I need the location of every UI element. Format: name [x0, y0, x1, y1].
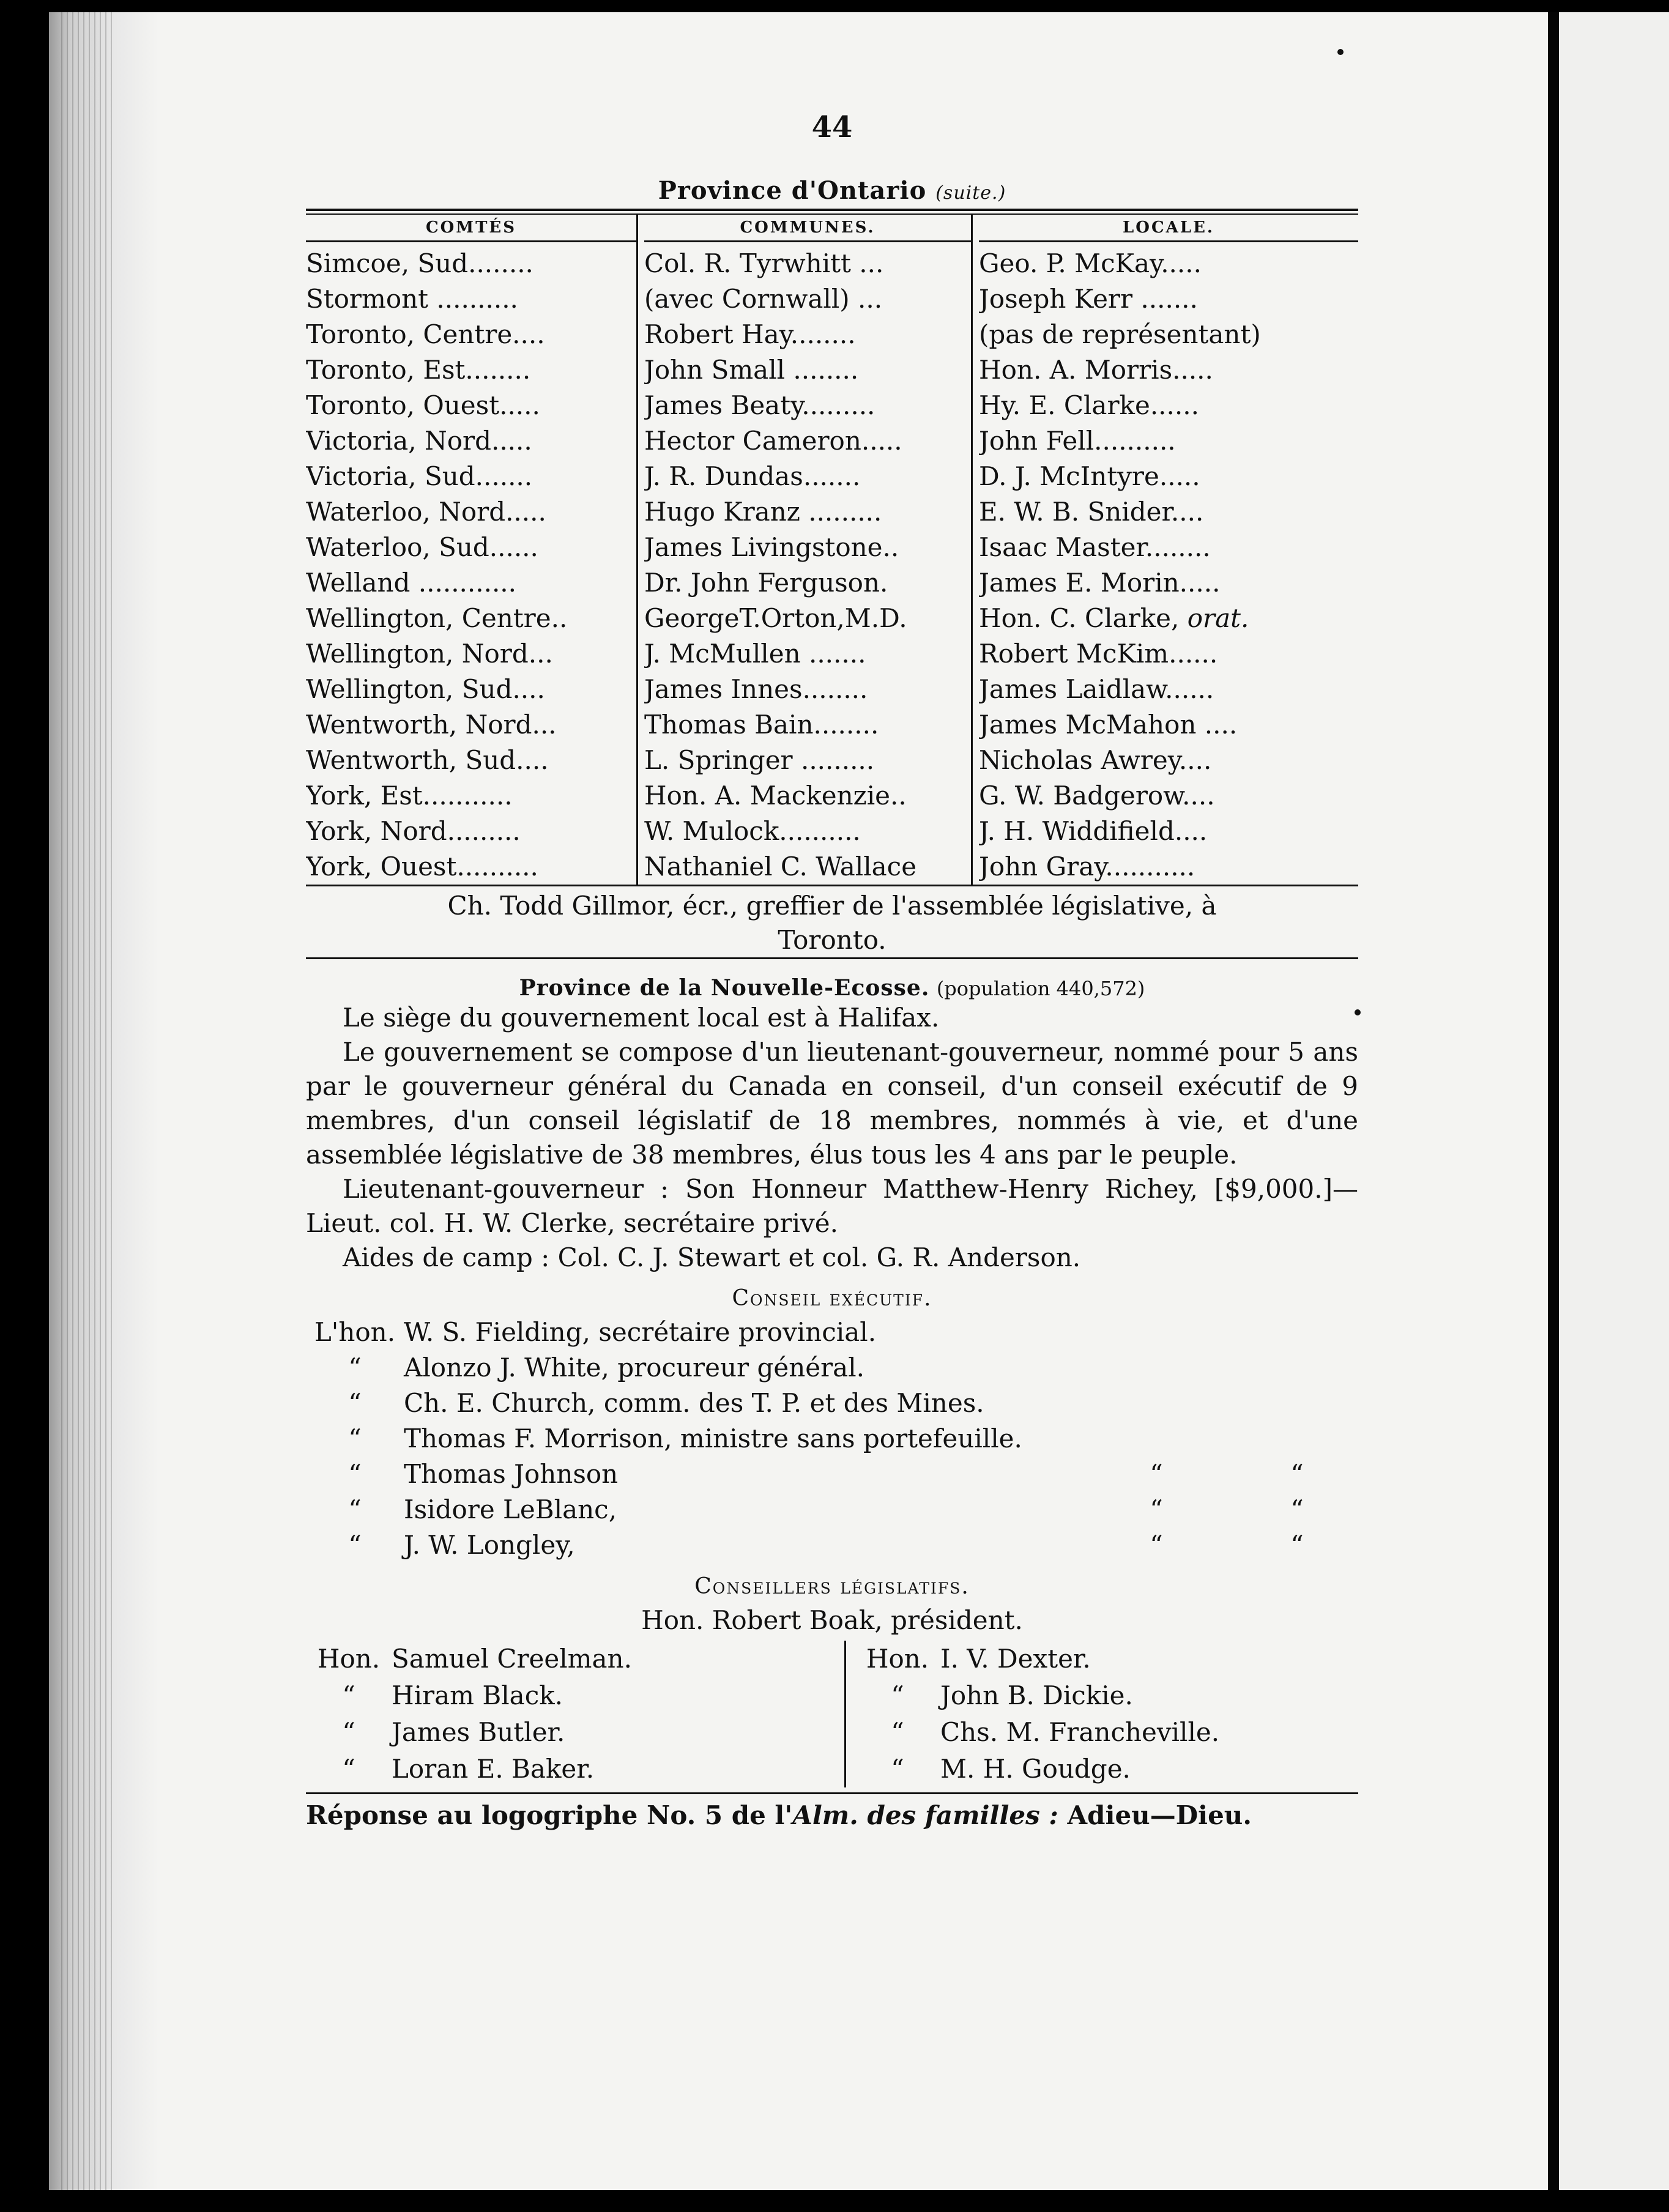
commune-cell: W. Mulock..........: [644, 816, 861, 846]
clerk-note: [306, 889, 1358, 957]
page-number: 44: [811, 110, 853, 144]
commune-cell: Col. R. Tyrwhitt ...: [644, 248, 884, 278]
locale-cell: [979, 246, 1358, 281]
comte-cell: Waterloo, Nord.....: [306, 497, 546, 527]
locale-name: Hon. C. Clarke,: [979, 603, 1180, 633]
comte-cell: Wellington, Nord...: [306, 639, 553, 669]
locale-cell: [979, 317, 1358, 352]
communes-column: [636, 215, 973, 885]
title-rule: [306, 209, 1358, 215]
comte-cell: York, Ouest..........: [306, 852, 538, 881]
locale-name: James McMahon ....: [979, 710, 1238, 740]
comte-cell: Simcoe, Sud........: [306, 248, 533, 278]
commune-cell: (avec Cornwall) ...: [644, 284, 883, 314]
member-prefix: “: [891, 1680, 904, 1710]
communes-header: COMMUNES.: [644, 215, 971, 242]
member-prefix: “: [342, 1717, 355, 1747]
ditto-mark: [1077, 1315, 1236, 1350]
legislative-member: [855, 1751, 1358, 1787]
locale-cell: [979, 281, 1358, 317]
locale-cell: [979, 672, 1358, 707]
locale-cell: [979, 814, 1358, 849]
locale-cell: [979, 743, 1358, 778]
table-bottom-rule: [306, 885, 1358, 886]
locale-name: John Gray...........: [979, 852, 1195, 881]
ditto-mark: [1236, 1315, 1358, 1350]
commune-cell: Dr. John Ferguson.: [644, 568, 888, 598]
legislative-left-column: [306, 1641, 844, 1787]
locale-name: John Fell..........: [979, 426, 1176, 456]
executive-name: Thomas Johnson: [404, 1459, 619, 1489]
comte-cell: Toronto, Ouest.....: [306, 390, 540, 420]
locale-cell: [979, 530, 1358, 565]
locale-cell: [979, 707, 1358, 743]
commune-cell: James Livingstone..: [644, 532, 899, 562]
commune-cell: James Innes........: [644, 674, 868, 704]
comte-cell: Waterloo, Sud......: [306, 532, 538, 562]
comte-cell: York, Est...........: [306, 781, 513, 811]
member-prefix: “: [891, 1754, 904, 1784]
aides-paragraph: Aides de camp : Col. C. J. Stewart et col. G. R. Anderson.: [343, 1242, 1081, 1272]
executive-member: [306, 1492, 1358, 1527]
riddle-answer-b: Adieu—Dieu.: [1058, 1800, 1252, 1830]
locale-name: James E. Morin.....: [979, 568, 1221, 598]
commune-cell: Hugo Kranz .........: [644, 497, 882, 527]
commune-cell: Robert Hay........: [644, 319, 856, 349]
locale-note: orat.: [1187, 603, 1249, 633]
commune-cell: GeorgeT.Orton,M.D.: [644, 603, 907, 633]
lt-governor-paragraph: Lieutenant-gouverneur : Son Honneur Matthew-Henry Richey, [$9,000.]—Lieut. col. H. W. Clerke, secrétaire privé.: [306, 1174, 1358, 1238]
executive-name: J. W. Longley,: [404, 1530, 575, 1560]
executive-name: Ch. E. Church, comm. des T. P. et des Mines.: [404, 1388, 984, 1418]
executive-prefix: “: [348, 1388, 362, 1418]
locale-name: Hy. E. Clarke......: [979, 390, 1199, 420]
member-name: Loran E. Baker.: [392, 1754, 595, 1784]
legislative-member: [855, 1677, 1358, 1714]
locale-name: Joseph Kerr .......: [979, 284, 1198, 314]
legislative-member: [306, 1641, 844, 1677]
ditto-mark: [1236, 1421, 1358, 1457]
riddle-answer-source: Alm. des familles :: [792, 1800, 1058, 1830]
ditto-mark: “: [1290, 1494, 1304, 1524]
ditto-mark: [1077, 1350, 1236, 1386]
locale-header: LOCALE.: [979, 215, 1358, 242]
locale-name: Hon. A. Morris.....: [979, 355, 1213, 385]
ditto-mark: [1236, 1386, 1358, 1421]
executive-name: W. S. Fielding, secrétaire provincial.: [404, 1317, 877, 1347]
executive-name: Isidore LeBlanc,: [404, 1494, 617, 1524]
ontario-title-suffix: (suite.): [935, 182, 1006, 204]
locale-cell: [979, 636, 1358, 672]
member-prefix: Hon.: [866, 1644, 929, 1674]
page-content: [306, 110, 1358, 1833]
locale-name: E. W. B. Snider....: [979, 497, 1204, 527]
ditto-mark: [1077, 1386, 1236, 1421]
comte-cell: Toronto, Centre....: [306, 319, 545, 349]
comte-cell: Stormont ..........: [306, 284, 518, 314]
member-prefix: Hon.: [317, 1644, 381, 1674]
legislative-right-column: [844, 1641, 1358, 1787]
member-prefix: “: [891, 1717, 904, 1747]
comte-cell: Wentworth, Sud....: [306, 745, 549, 775]
ink-speck: [1337, 49, 1344, 55]
seat-paragraph: Le siège du gouvernement local est à Halifax.: [343, 1003, 940, 1033]
member-name: Hiram Black.: [392, 1680, 563, 1710]
executive-heading: Conseil exécutif.: [732, 1286, 932, 1311]
locale-name: J. H. Widdifield....: [979, 816, 1208, 846]
ontario-title-text: Province d'Ontario: [658, 176, 927, 205]
ditto-mark: “: [1290, 1459, 1304, 1489]
ontario-title: [306, 176, 1358, 205]
page-stack-lines: [61, 12, 116, 2190]
comte-cell: Welland ............: [306, 568, 516, 598]
legislative-member: [306, 1751, 844, 1787]
comte-cell: Victoria, Nord.....: [306, 426, 532, 456]
commune-cell: J. R. Dundas.......: [644, 461, 861, 491]
comte-cell: Wellington, Centre..: [306, 603, 568, 633]
executive-member: [306, 1457, 1358, 1492]
locale-cell: [979, 388, 1358, 423]
legislative-councillors-table: [306, 1641, 1358, 1787]
executive-member: [306, 1421, 1358, 1457]
locale-cell: [979, 423, 1358, 459]
executive-prefix: “: [348, 1494, 362, 1524]
commune-cell: Thomas Bain........: [644, 710, 879, 740]
ontario-members-table: [306, 215, 1358, 885]
locale-name: (pas de représentant): [979, 319, 1261, 349]
comte-cell: Victoria, Sud.......: [306, 461, 533, 491]
executive-member: [306, 1386, 1358, 1421]
comte-cell: Wellington, Sud....: [306, 674, 545, 704]
legislative-member: [306, 1714, 844, 1751]
executive-prefix: “: [348, 1353, 362, 1382]
ditto-mark: “: [1150, 1530, 1163, 1560]
locale-cell: [979, 601, 1358, 636]
locale-cell: [979, 494, 1358, 530]
executive-name: Alonzo J. White, procureur général.: [404, 1353, 865, 1382]
member-prefix: “: [342, 1680, 355, 1710]
locale-name: James Laidlaw......: [979, 674, 1214, 704]
commune-cell: John Small ........: [644, 355, 859, 385]
executive-name: Thomas F. Morrison, ministre sans portefeuille.: [404, 1423, 1022, 1453]
facing-page-edge: [1559, 12, 1669, 2190]
locale-name: Robert McKim......: [979, 639, 1218, 669]
comte-cell: Toronto, Est........: [306, 355, 531, 385]
commune-cell: Hon. A. Mackenzie..: [644, 781, 907, 811]
member-name: Samuel Creelman.: [392, 1644, 632, 1674]
comte-cell: Wentworth, Nord...: [306, 710, 557, 740]
book-gutter: [1548, 12, 1559, 2190]
locale-name: Isaac Master........: [979, 532, 1211, 562]
legislative-member: [306, 1677, 844, 1714]
clerk-line-2: Toronto.: [778, 925, 887, 955]
locale-cell: [979, 849, 1358, 885]
section-rule: [306, 957, 1358, 959]
executive-member: [306, 1350, 1358, 1386]
member-name: Chs. M. Francheville.: [940, 1717, 1220, 1747]
executive-prefix: L'hon.: [314, 1317, 396, 1347]
ditto-mark: “: [1150, 1459, 1163, 1489]
executive-member: [306, 1315, 1358, 1350]
locale-name: G. W. Badgerow....: [979, 781, 1215, 811]
executive-prefix: “: [348, 1530, 362, 1560]
riddle-answer: [306, 1792, 1358, 1833]
executive-prefix: “: [348, 1423, 362, 1453]
member-prefix: “: [342, 1754, 355, 1784]
nova-scotia-title: [306, 975, 1358, 1001]
ditto-mark: “: [1150, 1494, 1163, 1524]
clerk-line-1: Ch. Todd Gillmor, écr., greffier de l'assemblée législative, à: [447, 891, 1217, 921]
executive-member: [306, 1527, 1358, 1563]
government-paragraph: Le gouvernement se compose d'un lieutenant-gouverneur, nommé pour 5 ans par le gouverneur général du Canada en conseil, d'un conseil exécutif de 9 membres, d'un conseil législatif de 18 membres, nommés à vie, et d'une assemblée législative de 38 membres, élus tous les 4 ans par le peuple.: [306, 1037, 1358, 1170]
nova-scotia-title-text: Province de la Nouvelle-Ecosse.: [519, 975, 930, 1001]
locale-cell: [979, 565, 1358, 601]
president-line: Hon. Robert Boak, président.: [641, 1605, 1023, 1635]
executive-prefix: “: [348, 1459, 362, 1489]
locale-cell: [979, 778, 1358, 814]
locale-cell: [979, 352, 1358, 388]
locale-column: [973, 215, 1358, 885]
commune-cell: Hector Cameron.....: [644, 426, 902, 456]
nova-scotia-population: (population 440,572): [936, 977, 1145, 1000]
commune-cell: Nathaniel C. Wallace: [644, 852, 917, 881]
riddle-answer-a: Réponse au logogriphe No. 5 de l': [306, 1800, 793, 1830]
locale-name: Geo. P. McKay.....: [979, 248, 1202, 278]
member-name: M. H. Goudge.: [940, 1754, 1131, 1784]
comtes-column: [306, 215, 636, 885]
ditto-mark: [1236, 1350, 1358, 1386]
comte-cell: York, Nord.........: [306, 816, 521, 846]
executive-list: [306, 1315, 1358, 1563]
locale-cell: [979, 459, 1358, 494]
ditto-mark: “: [1290, 1530, 1304, 1560]
legislative-heading: Conseillers législatifs.: [694, 1574, 970, 1599]
legislative-member: [855, 1714, 1358, 1751]
locale-name: Nicholas Awrey....: [979, 745, 1212, 775]
member-name: James Butler.: [392, 1717, 565, 1747]
member-name: John B. Dickie.: [940, 1680, 1133, 1710]
commune-cell: J. McMullen .......: [644, 639, 866, 669]
commune-cell: James Beaty.........: [644, 390, 875, 420]
member-name: I. V. Dexter.: [940, 1644, 1091, 1674]
locale-name: D. J. McIntyre.....: [979, 461, 1200, 491]
ditto-mark: [1077, 1421, 1236, 1457]
commune-cell: L. Springer .........: [644, 745, 875, 775]
comtes-header: COMTÉS: [306, 215, 636, 242]
legislative-member: [855, 1641, 1358, 1677]
